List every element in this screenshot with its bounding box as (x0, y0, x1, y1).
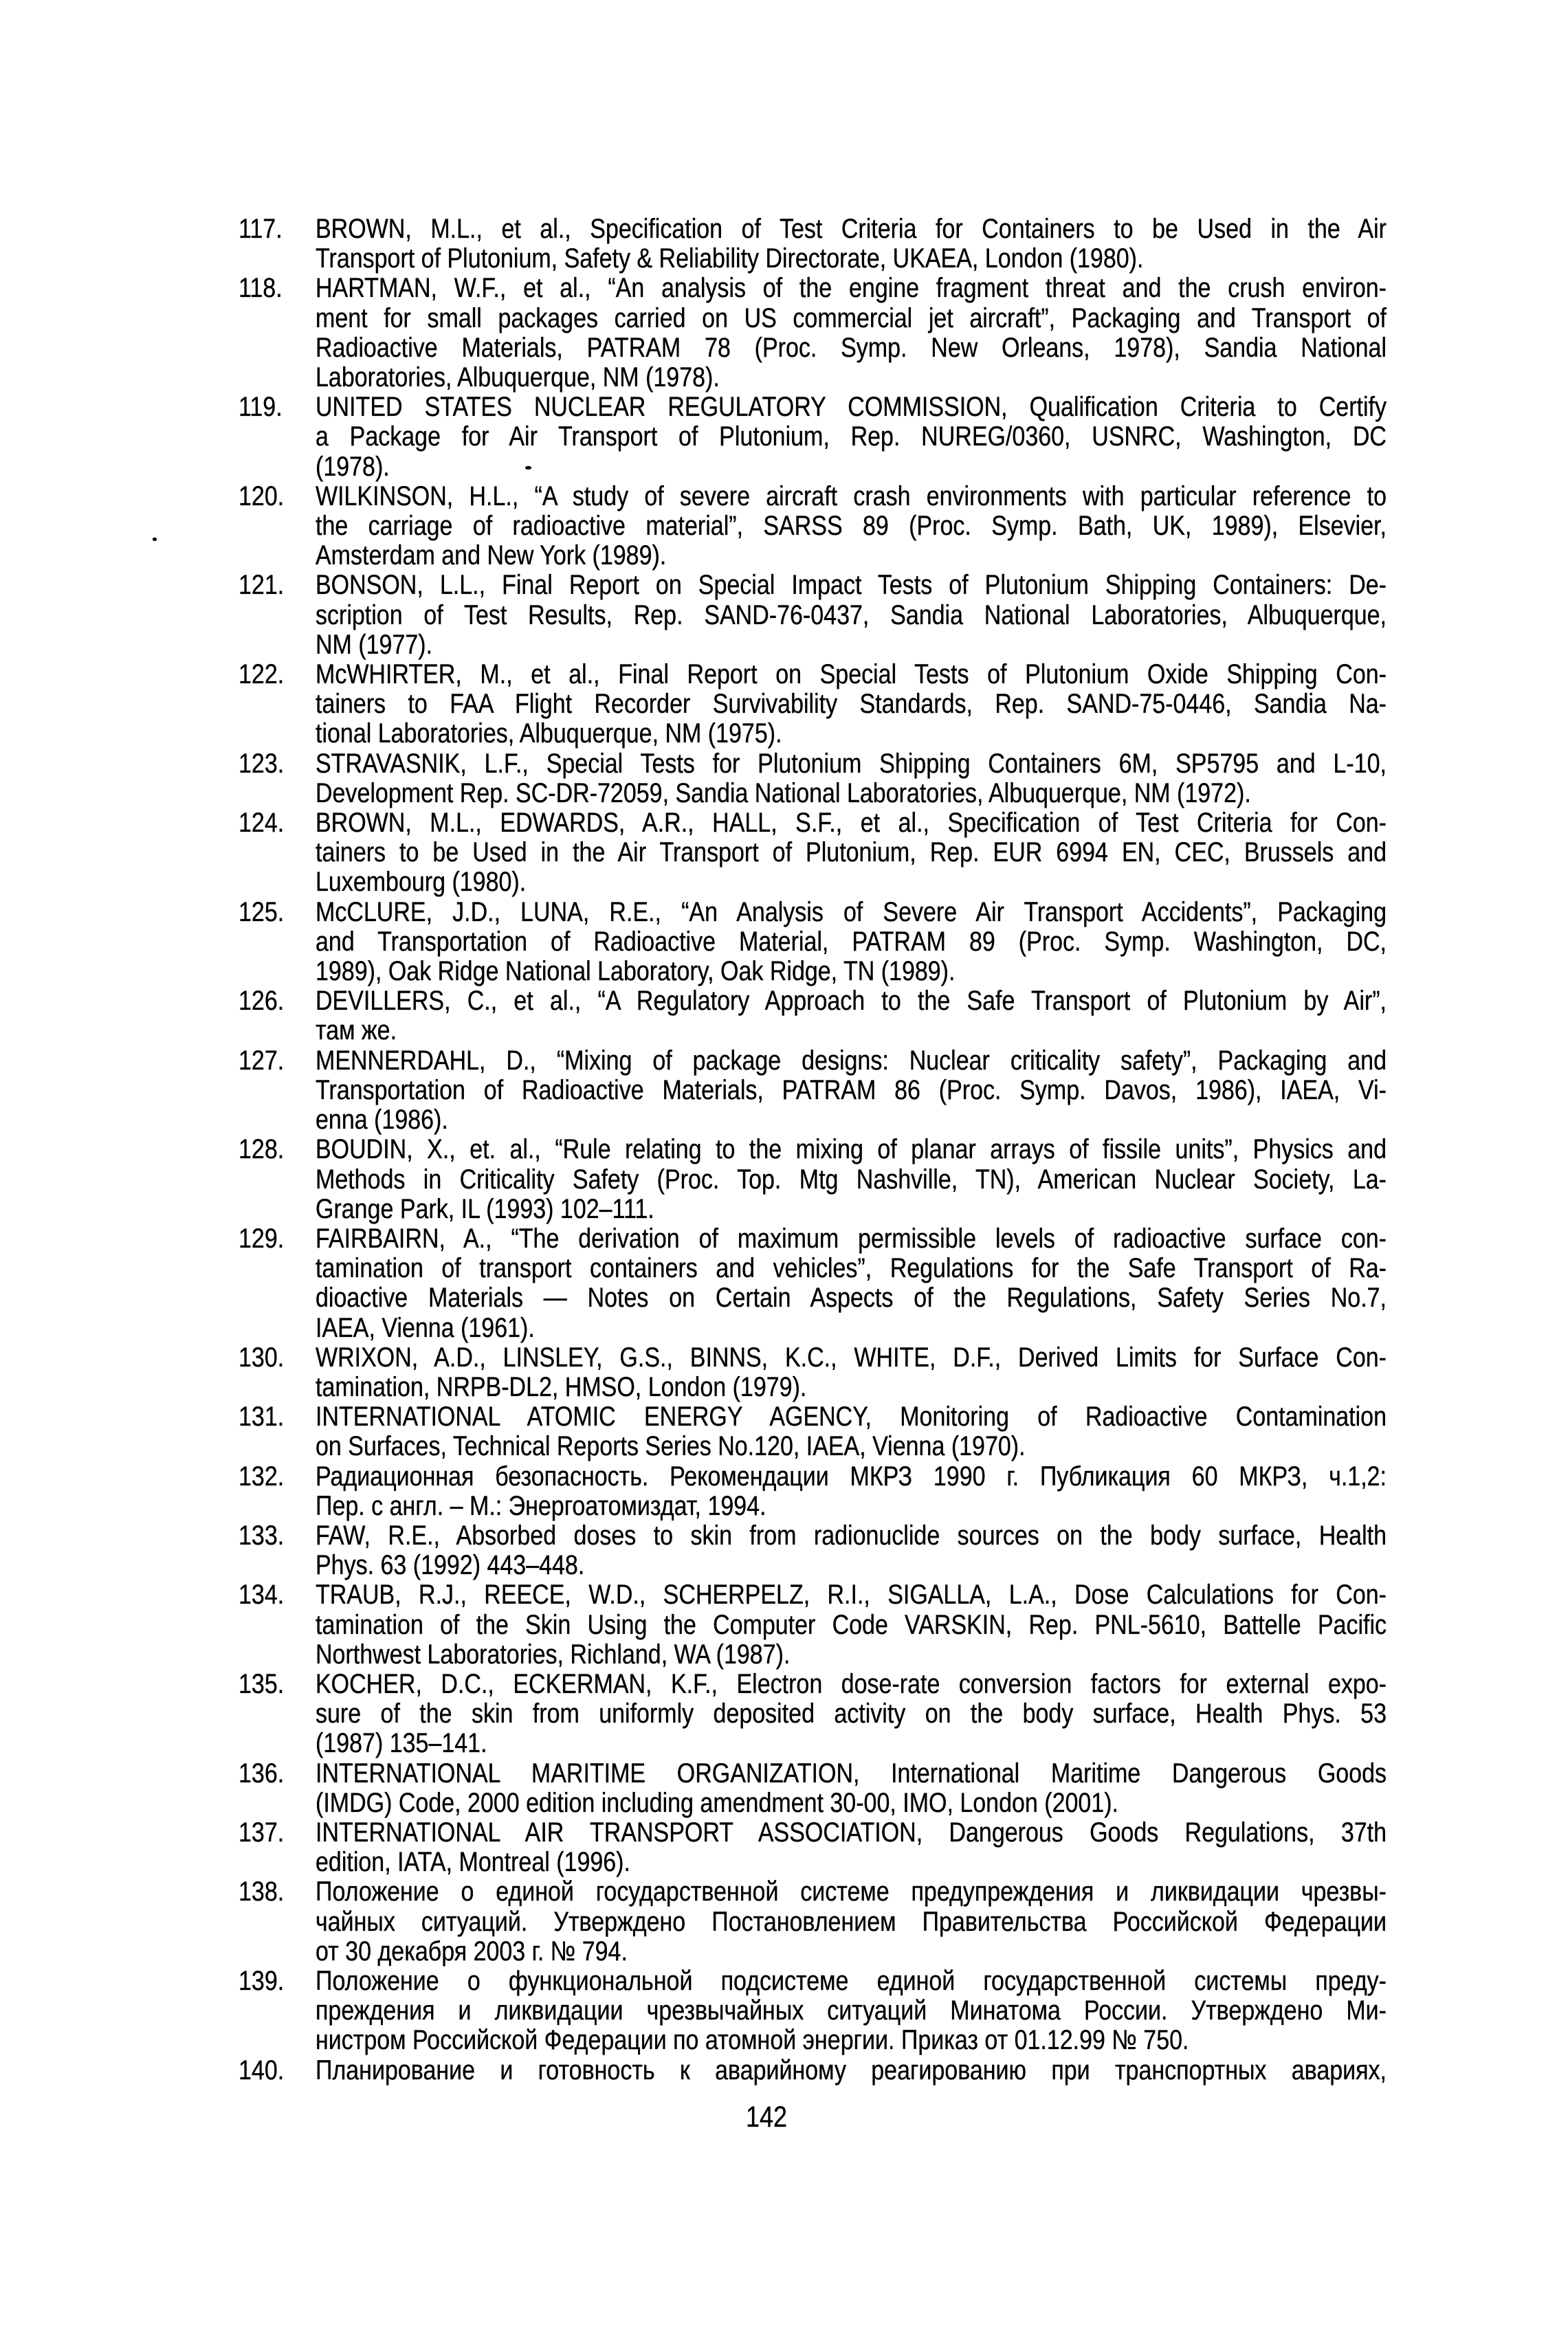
reference-number: 132. (239, 1461, 285, 1492)
scan-artifact-dot (525, 466, 531, 469)
reference-line: DEVILLERS, C., et al., “A Regulatory Approach to the Safe Transport of Plutonium by Air”, (316, 985, 1387, 1017)
reference-line: INTERNATIONAL ATOMIC ENERGY AGENCY, Monitoring of Radioactive Contamination (316, 1401, 1387, 1432)
reference-number: 130. (239, 1342, 285, 1373)
reference-line: INTERNATIONAL MARITIME ORGANIZATION, International Maritime Dangerous Goods (316, 1758, 1387, 1789)
reference-text (316, 808, 1387, 898)
reference-line: Положение о функциональной подсистеме единой государственной системы преду- (316, 1965, 1387, 1997)
reference-item (239, 898, 1387, 987)
reference-text (316, 986, 1387, 1045)
reference-text (316, 2056, 1387, 2085)
reference-line: and Transportation of Radioactive Material, PATRAM 89 (Proc. Symp. Washington, DC, (316, 926, 1387, 958)
reference-number: 133. (239, 1520, 285, 1551)
reference-text (316, 214, 1387, 274)
reference-number: 139. (239, 1965, 285, 1997)
reference-text (316, 482, 1387, 571)
reference-item (239, 2056, 1387, 2085)
reference-line: ment for small packages carried on US commercial jet aircraft”, Packaging and Transport of (316, 302, 1387, 333)
reference-line: Phys. 63 (1992) 443–448. (316, 1549, 585, 1581)
reference-line: a Package for Air Transport of Plutonium, Rep. NUREG/0360, USNRC, Washington, DC (316, 421, 1387, 452)
reference-line: tainers to be Used in the Air Transport of Plutonium, Rep. EUR 6994 EN, CEC, Brussels and (316, 837, 1387, 868)
reference-number: 117. (239, 213, 283, 245)
reference-line: 1989), Oak Ridge National Laboratory, Oak Ridge, TN (1989). (316, 955, 956, 987)
reference-number: 126. (239, 985, 285, 1017)
reference-item (239, 214, 1387, 274)
reference-number: 137. (239, 1817, 285, 1848)
reference-text (316, 1877, 1387, 1967)
reference-line: там же. (316, 1015, 397, 1046)
reference-line: KOCHER, D.C., ECKERMAN, K.F., Electron dose-rate conversion factors for external expo- (316, 1668, 1387, 1700)
reference-text (316, 1670, 1387, 1759)
page-number: 142 (745, 2100, 788, 2134)
references-list (239, 214, 1387, 2085)
reference-text (316, 1402, 1387, 1461)
reference-line: Transport of Plutonium, Safety & Reliability Directorate, UKAEA, London (1980). (316, 243, 1144, 274)
reference-number: 121. (239, 569, 285, 601)
reference-line: Радиационная безопасность. Рекомендации МКРЗ 1990 г. Публикация 60 МКРЗ, ч.1,2: (316, 1461, 1387, 1492)
reference-number: 123. (239, 748, 285, 779)
reference-text (316, 749, 1387, 808)
reference-line: Northwest Laboratories, Richland, WA (1987). (316, 1639, 791, 1670)
reference-text (316, 1759, 1387, 1818)
reference-line: TRAUB, R.J., REECE, W.D., SCHERPELZ, R.I., SIGALLA, L.A., Dose Calculations for Con- (316, 1579, 1387, 1611)
reference-line: Radioactive Materials, PATRAM 78 (Proc. Symp. New Orleans, 1978), Sandia National (316, 332, 1387, 364)
reference-line: Luxembourg (1980). (316, 866, 527, 898)
reference-line: Laboratories, Albuquerque, NM (1978). (316, 362, 720, 393)
reference-line: BOUDIN, X., et. al., “Rule relating to the mixing of planar arrays of fissile units”, Physics and (316, 1133, 1387, 1165)
reference-text (316, 1462, 1387, 1521)
reference-item (239, 1670, 1387, 1759)
reference-item (239, 1224, 1387, 1343)
reference-number: 135. (239, 1668, 285, 1700)
reference-line: Development Rep. SC-DR-72059, Sandia National Laboratories, Albuquerque, NM (1972). (316, 777, 1251, 809)
reference-line: BROWN, M.L., et al., Specification of Test Criteria for Containers to be Used in the Air (316, 213, 1387, 245)
reference-line: dioactive Materials — Notes on Certain Aspects of the Regulations, Safety Series No.7, (316, 1282, 1387, 1314)
reference-item (239, 749, 1387, 808)
reference-text (316, 660, 1387, 749)
reference-number: 120. (239, 480, 285, 512)
reference-line: от 30 декабря 2003 г. № 794. (316, 1936, 628, 1967)
reference-line: McCLURE, J.D., LUNA, R.E., “An Analysis of Severe Air Transport Accidents”, Packaging (316, 896, 1387, 927)
reference-number: 127. (239, 1045, 285, 1076)
reference-number: 124. (239, 807, 285, 839)
reference-line: tamination of transport containers and vehicles”, Regulations for the Safe Transport of Ra- (316, 1252, 1387, 1284)
reference-item (239, 1521, 1387, 1580)
reference-line: STRAVASNIK, L.F., Special Tests for Plutonium Shipping Containers 6M, SP5795 and L-10, (316, 748, 1387, 779)
reference-item (239, 1046, 1387, 1136)
reference-line: BONSON, L.L., Final Report on Special Impact Tests of Plutonium Shipping Containers: De- (316, 569, 1387, 601)
reference-item (239, 1402, 1387, 1461)
reference-item (239, 392, 1387, 482)
reference-item (239, 1759, 1387, 1818)
reference-line: WRIXON, A.D., LINSLEY, G.S., BINNS, K.C., WHITE, D.F., Derived Limits for Surface Con- (316, 1342, 1387, 1373)
reference-line: Methods in Criticality Safety (Proc. Top. Mtg Nashville, TN), American Nuclear Society, La- (316, 1163, 1387, 1195)
reference-line: IAEA, Vienna (1961). (316, 1312, 535, 1343)
reference-line: WILKINSON, H.L., “A study of severe aircraft crash environments with particular reference to (316, 480, 1387, 512)
reference-number: 131. (239, 1401, 285, 1432)
reference-line: McWHIRTER, M., et al., Final Report on Special Tests of Plutonium Oxide Shipping Con- (316, 659, 1387, 690)
reference-text (316, 898, 1387, 987)
reference-line: UNITED STATES NUCLEAR REGULATORY COMMISSION, Qualification Criteria to Certify (316, 391, 1387, 423)
reference-text (316, 1046, 1387, 1136)
reference-line: Планирование и готовность к аварийному реагированию при транспортных авариях, (316, 2055, 1387, 2085)
reference-line: tamination, NRPB-DL2, HMSO, London (1979). (316, 1371, 807, 1403)
reference-item (239, 660, 1387, 749)
reference-line: Amsterdam and New York (1989). (316, 540, 667, 571)
reference-text (316, 1818, 1387, 1877)
reference-line: преждения и ликвидации чрезвычайных ситуаций Минатома России. Утверждено Ми- (316, 1995, 1387, 2026)
reference-line: tional Laboratories, Albuquerque, NM (1975). (316, 718, 782, 749)
reference-item (239, 482, 1387, 571)
reference-line: tamination of the Skin Using the Computer Code VARSKIN, Rep. PNL-5610, Battelle Pacific (316, 1609, 1387, 1640)
reference-text (316, 274, 1387, 392)
reference-item (239, 1343, 1387, 1402)
reference-line: BROWN, M.L., EDWARDS, A.R., HALL, S.F., et al., Specification of Test Criteria for Con- (316, 807, 1387, 839)
reference-item (239, 808, 1387, 898)
reference-item (239, 1877, 1387, 1967)
reference-line: нистром Российской Федерации по атомной энергии. Приказ от 01.12.99 № 750. (316, 2024, 1189, 2056)
reference-text (316, 1967, 1387, 2056)
reference-item (239, 274, 1387, 392)
reference-line: NM (1977). (316, 629, 433, 661)
reference-line: the carriage of radioactive material”, SARSS 89 (Proc. Symp. Bath, UK, 1989), Elsevier, (316, 510, 1387, 542)
reference-text (316, 392, 1387, 482)
reference-line: sure of the skin from uniformly deposited activity on the body surface, Health Phys. 53 (316, 1698, 1387, 1729)
reference-item (239, 986, 1387, 1045)
reference-number: 118. (239, 272, 283, 304)
reference-item (239, 1580, 1387, 1670)
scan-artifact-dot (153, 538, 157, 541)
reference-text (316, 1135, 1387, 1224)
reference-text (316, 1224, 1387, 1343)
reference-number: 125. (239, 896, 285, 927)
reference-item (239, 1818, 1387, 1877)
reference-line: Пер. с англ. – М.: Энергоатомиздат, 1994. (316, 1490, 766, 1522)
reference-number: 134. (239, 1579, 285, 1611)
reference-text (316, 1521, 1387, 1580)
reference-text (316, 571, 1387, 660)
reference-line: tainers to FAA Flight Recorder Survivability Standards, Rep. SAND-75-0446, Sandia Na- (316, 688, 1387, 720)
reference-line: HARTMAN, W.F., et al., “An analysis of the engine fragment threat and the crush environ- (316, 272, 1387, 304)
reference-item (239, 1462, 1387, 1521)
reference-line: edition, IATA, Montreal (1996). (316, 1846, 630, 1878)
reference-line: Transportation of Radioactive Materials, PATRAM 86 (Proc. Symp. Davos, 1986), IAEA, Vi- (316, 1074, 1387, 1106)
reference-item (239, 1967, 1387, 2056)
reference-line: enna (1986). (316, 1104, 448, 1136)
reference-number: 129. (239, 1223, 285, 1254)
reference-line: FAW, R.E., Absorbed doses to skin from radionuclide sources on the body surface, Health (316, 1520, 1387, 1551)
reference-line: (1978). (316, 451, 390, 482)
reference-line: MENNERDAHL, D., “Mixing of package designs: Nuclear criticality safety”, Packaging and (316, 1045, 1387, 1076)
reference-line: Grange Park, IL (1993) 102–111. (316, 1193, 654, 1225)
reference-line: INTERNATIONAL AIR TRANSPORT ASSOCIATION, Dangerous Goods Regulations, 37th (316, 1817, 1387, 1848)
reference-number: 122. (239, 659, 285, 690)
reference-number: 138. (239, 1876, 285, 1907)
reference-line: scription of Test Results, Rep. SAND-76-0437, Sandia National Laboratories, Albuquerque, (316, 599, 1387, 630)
reference-line: on Surfaces, Technical Reports Series No.120, IAEA, Vienna (1970). (316, 1430, 1026, 1462)
reference-text (316, 1343, 1387, 1402)
reference-item (239, 1135, 1387, 1224)
reference-item (239, 571, 1387, 660)
reference-number: 140. (239, 2055, 285, 2085)
reference-number: 119. (239, 391, 283, 423)
reference-line: FAIRBAIRN, A., “The derivation of maximum permissible levels of radioactive surface con- (316, 1223, 1387, 1254)
reference-line: (IMDG) Code, 2000 edition including amendment 30-00, IMO, London (2001). (316, 1787, 1118, 1819)
reference-text (316, 1580, 1387, 1670)
reference-line: чайных ситуаций. Утверждено Постановлением Правительства Российской Федерации (316, 1906, 1387, 1937)
reference-line: (1987) 135–141. (316, 1727, 487, 1759)
reference-number: 136. (239, 1758, 285, 1789)
reference-line: Положение о единой государственной системе предупреждения и ликвидации чрезвы- (316, 1876, 1387, 1907)
reference-number: 128. (239, 1133, 285, 1165)
